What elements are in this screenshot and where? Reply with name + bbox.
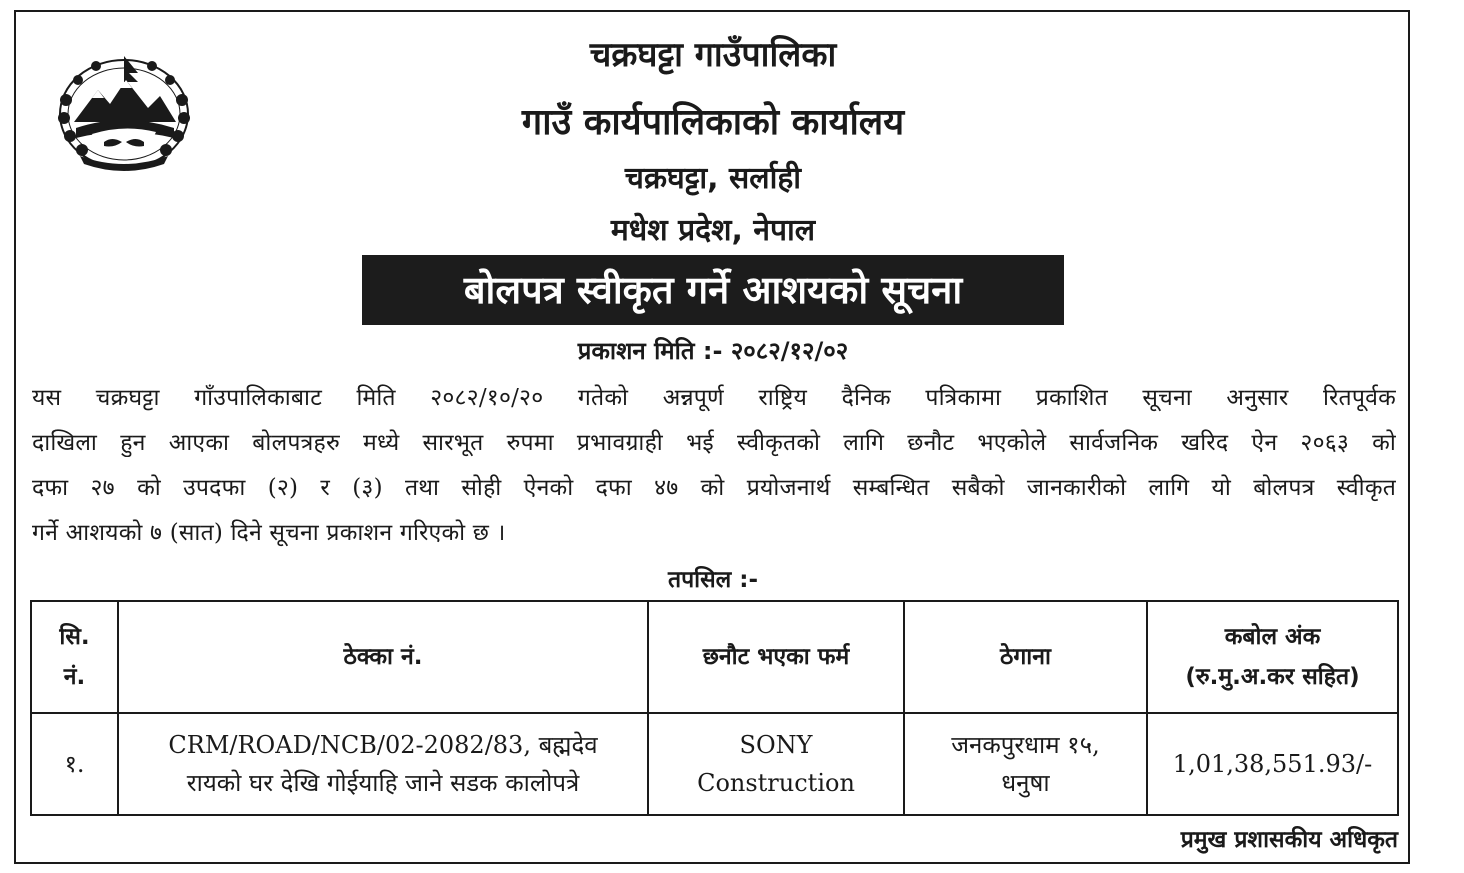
cell-address-line2: धनुषा: [1001, 769, 1050, 797]
header-bid-amount-line2: (रु.मु.अ.कर सहित): [1185, 664, 1360, 690]
body-text-line: दफा २७ को उपदफा (२) र (३) तथा सोही ऐनको दफा ४७ को प्रयोजनार्थ सम्बन्धित सबैको जानकारीको लागि यो बोलपत्र स्वीकृत: [32, 475, 1396, 501]
cell-firm-line2: Construction: [697, 769, 855, 797]
table-row: [31, 713, 1398, 815]
cell-contract-line2: रायको घर देखि गोईयाहि जाने सडक कालोपत्रे: [186, 769, 580, 797]
header-contract-no: ठेक्का नं.: [118, 601, 648, 713]
header-bid-amount-line1: कबोल अंक: [1224, 624, 1321, 650]
body-text-line: यस चक्रघट्टा गाँउपालिकाबाट मिति २०८२/१०/२० गतेको अन्नपूर्ण राष्ट्रिय दैनिक पत्रिकामा प्रकाशित सूचना अनुसार रितपूर्वक: [32, 385, 1396, 411]
bid-schedule-table: [30, 600, 1399, 816]
municipality-name: चक्रघट्टा गाउँपालिका: [589, 35, 837, 75]
cell-address-line1: जनकपुरधाम १५,: [951, 731, 1100, 759]
publication-date: प्रकाशन मिति :- २०८२/१२/०२: [577, 337, 849, 365]
province-country: मधेश प्रदेश, नेपाल: [610, 213, 816, 248]
header-bid-amount: [1147, 601, 1398, 713]
cell-contract-line1: CRM/ROAD/NCB/02-2082/83, बह्मदेव: [168, 731, 598, 759]
cell-bid-amount: 1,01,38,551.93/-: [1147, 713, 1398, 815]
header-serial-no-line1: सि.: [59, 624, 90, 650]
cell-firm-line1: SONY: [739, 731, 813, 759]
header-address: ठेगाना: [904, 601, 1147, 713]
cell-selected-firm: [648, 713, 904, 815]
office-name: गाउँ कार्यपालिकाको कार्यालय: [521, 102, 905, 143]
cell-address: [904, 713, 1147, 815]
header-serial-no: [31, 601, 118, 713]
cell-contract-no: [118, 713, 648, 815]
header-selected-firm: छनौट भएका फर्म: [648, 601, 904, 713]
notice-title-banner: बोलपत्र स्वीकृत गर्ने आशयको सूचना: [362, 255, 1064, 325]
body-text-line: दाखिला हुन आएका बोलपत्रहरु मध्ये सारभूत रुपमा प्रभावग्राही भई स्वीकृतको लागि छनौट भएकोले सार्वजनिक खरिद ऐन २०६३ को: [32, 430, 1396, 456]
signatory-designation: प्रमुख प्रशासकीय अधिकृत: [1180, 827, 1398, 853]
body-text-line: गर्ने आशयको ७ (सात) दिने सूचना प्रकाशन गरिएको छ ।: [32, 520, 506, 546]
header-serial-no-line2: नं.: [63, 664, 86, 690]
office-location: चक्रघट्टा, सर्लाही: [624, 161, 802, 196]
table-header-row: [31, 601, 1398, 713]
cell-serial-no: १.: [31, 713, 118, 815]
schedule-label: तपसिल :-: [667, 567, 759, 593]
